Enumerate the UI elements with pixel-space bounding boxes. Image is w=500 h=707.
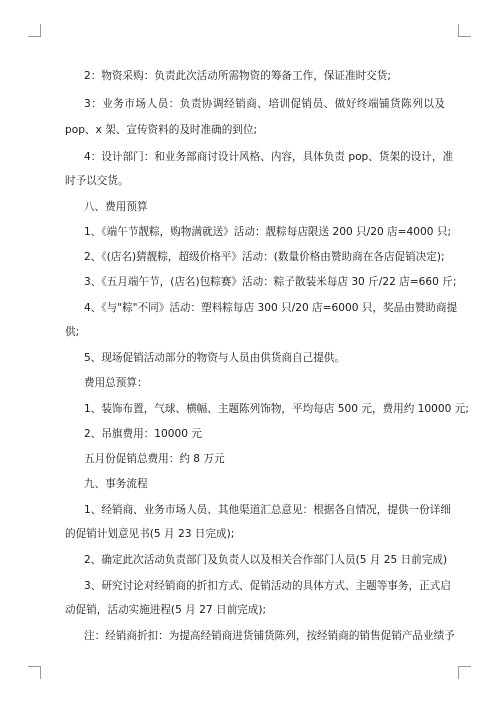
crop-mark-bottom-right (458, 666, 471, 679)
paragraph-line: 2、确定此次活动负责部门及负责人以及相关合作部门人员(5 月 25 日前完成) (84, 554, 448, 566)
paragraph-line: 4、《与"粽"不同》活动：塑料粽每店 300 只/20 店=6000 只，奖品由赞助商提 (84, 302, 458, 314)
paragraph-line: 五月份促销总费用：约 8 万元 (84, 453, 225, 465)
paragraph-line: 1、装饰布置，气球、横幅、主题陈列饰物，平均每店 500 元，费用约 10000 元; (84, 403, 469, 415)
crop-mark-top-right (458, 24, 471, 37)
paragraph-line: 动促销，活动实施进程(5 月 27 日前完成); (65, 604, 267, 616)
paragraph-line: 2：物资采购：负责此次活动所需物资的筹备工作，保证准时交货; (84, 70, 391, 82)
paragraph-line: 3、研究讨论对经销商的折扣方式、促销活动的具体方式、主题等事务，正式启 (84, 580, 451, 592)
paragraph-line: 供; (65, 326, 80, 338)
paragraph-line: 2、《(店名)猜靓粽，超级价格平》活动：(数量价格由赞助商在各店促销决定); (84, 251, 445, 263)
section-heading: 九、事务流程 (84, 478, 148, 490)
paragraph-line: 4：设计部门：和业务部商讨设计风格、内容，具体负责 pop、货架的设计，准 (84, 151, 454, 163)
paragraph-line: 时予以交货。 (65, 175, 129, 187)
crop-mark-bottom-left (28, 666, 41, 679)
paragraph-line: 3：业务市场人员：负责协调经销商、培训促销员、做好终端铺货陈列以及 (84, 98, 445, 110)
paragraph-line: 费用总预算： (84, 377, 148, 389)
paragraph-line: 1、《端午节靓粽，购物满就送》活动：靓粽每店限送 200 只/20 店=4000 只; (84, 226, 452, 238)
paragraph-line: 的促销计划意见书(5 月 23 日完成); (65, 528, 235, 540)
paragraph-line: 2、吊旗费用：10000 元 (84, 428, 202, 440)
paragraph-line: 注：经销商折扣：为提高经销商进货铺货陈列，按经销商的销售促销产品业绩予 (84, 630, 455, 642)
paragraph-line: 1、经销商、业务市场人员、其他渠道汇总意见：根据各自情况，提供一份详细 (84, 504, 451, 516)
paragraph-line: pop、x 架、宣传资料的及时准确的到位; (65, 124, 258, 136)
crop-mark-top-left (28, 24, 41, 37)
paragraph-line: 3、《五月端午节，(店名)包粽赛》活动：粽子散装米每店 30 斤/22 店=660 斤; (84, 276, 457, 288)
section-heading: 八、费用预算 (84, 201, 148, 213)
paragraph-line: 5、现场促销活动部分的物资与人员由供货商自己提供。 (84, 352, 345, 364)
